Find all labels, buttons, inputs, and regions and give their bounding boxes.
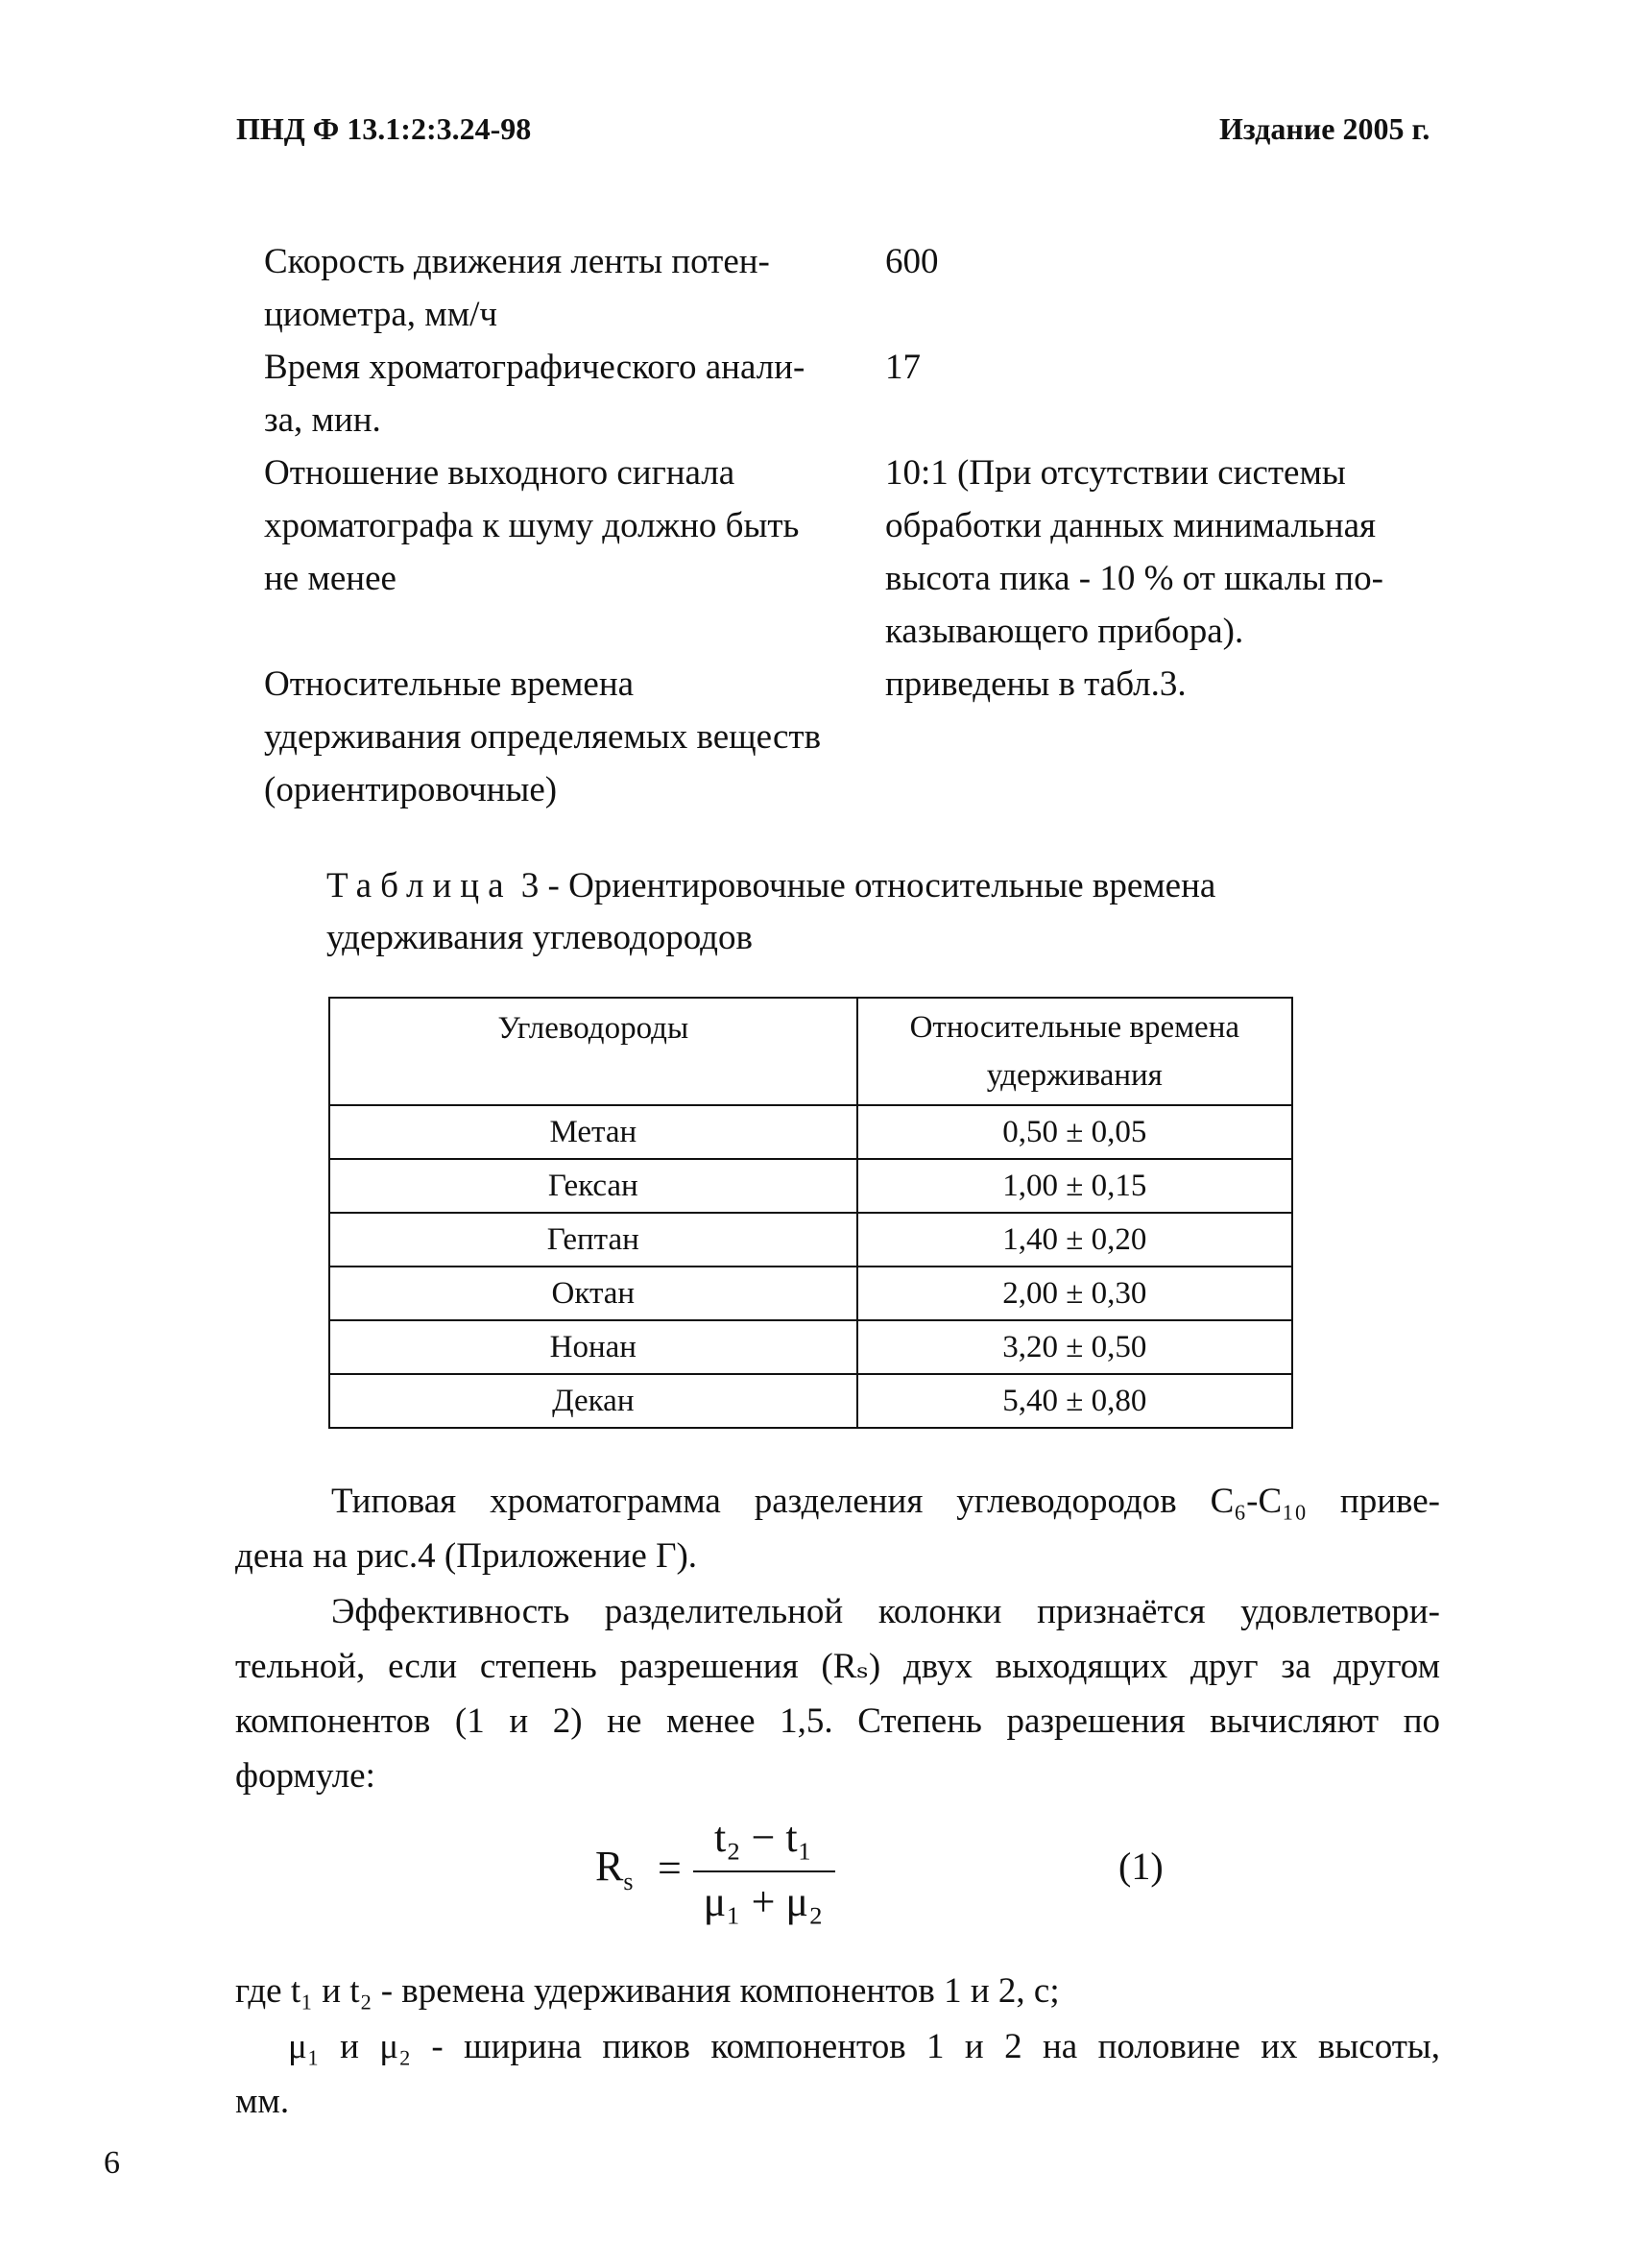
param-3-label: Отношение выходного сигнала хроматографа к шуму должно быть не менее: [264, 453, 800, 598]
table-row: [329, 1320, 1292, 1374]
column-header-retention: Относительные времена удерживания: [857, 998, 1292, 1105]
table-cell: 3,20 ± 0,50: [857, 1320, 1292, 1374]
table-cell: Нонан: [329, 1320, 857, 1374]
table-caption: Таблица 3 - Ориентировочные относительные времена удерживания углеводородов: [326, 866, 1216, 957]
column-header-hydrocarbons: Углеводороды: [329, 998, 857, 1105]
paragraph-efficiency: Эффективность разделительной колонки признаётся удовлетвори- тельной, если степень разрешения (Rₛ) двух выходящих друг за другом компонентов (1 и 2) не менее 1,5. Степень разрешения вычисляют по формуле:: [235, 1592, 1440, 1796]
where-line-1: где t₁ и t₂ - времена удерживания компонентов 1 и 2, с;: [235, 1971, 1060, 2011]
param-2-value: 17: [885, 348, 921, 387]
edition-label: Издание 2005 г.: [1219, 111, 1430, 146]
formula-denominator: μ₁ + μ₂: [703, 1878, 824, 1925]
table-row: [329, 1374, 1292, 1428]
formula-number: (1): [1118, 1845, 1164, 1888]
table-cell: Гептан: [329, 1213, 857, 1267]
param-2-label: Время хроматографического анали- за, мин.: [264, 348, 805, 440]
formula-lhs: $R_s$: [595, 1843, 634, 1895]
page-number: 6: [104, 2145, 120, 2181]
where-line-2: μ₁ и μ₂ - ширина пиков компонентов 1 и 2 на половине их высоты,: [288, 2027, 1440, 2066]
table-cell: 1,40 ± 0,20: [857, 1213, 1292, 1267]
param-3-value: 10:1 (При отсутствии системы обработки данных минимальная высота пика - 10 % от шкалы по- казывающего прибора).: [885, 453, 1383, 651]
paragraph-chromatogram: Типовая хроматограмма разделения углеводородов С₆-С₁₀ приве- дена на рис.4 (Приложение Г).: [235, 1482, 1440, 1576]
table-row: [329, 1267, 1292, 1320]
formula-numerator: t₂ − t₁: [714, 1814, 812, 1861]
retention-times-table: [328, 997, 1293, 1429]
table-caption-prefix: Таблица: [326, 866, 513, 905]
table-row: [329, 1159, 1292, 1213]
table-cell: 2,00 ± 0,30: [857, 1267, 1292, 1320]
document-code: ПНД Ф 13.1:2:3.24-98: [236, 111, 532, 146]
table-cell: 1,00 ± 0,15: [857, 1159, 1292, 1213]
table-cell: Декан: [329, 1374, 857, 1428]
param-1-value: 600: [885, 242, 939, 281]
table-row: [329, 1213, 1292, 1267]
table-cell: 0,50 ± 0,05: [857, 1105, 1292, 1159]
formula-equals: =: [658, 1845, 682, 1892]
table-cell: Гексан: [329, 1159, 857, 1213]
table-header-row: [329, 998, 1292, 1105]
param-4-value: приведены в табл.3.: [885, 664, 1187, 704]
param-1-label: Скорость движения ленты потен- циометра, мм/ч: [264, 242, 770, 334]
fraction-bar: [693, 1870, 835, 1872]
where-line-3: мм.: [235, 2082, 290, 2121]
table-cell: Метан: [329, 1105, 857, 1159]
table-row: [329, 1105, 1292, 1159]
table-cell: 5,40 ± 0,80: [857, 1374, 1292, 1428]
param-4-label: Относительные времена удерживания определяемых веществ (ориентировочные): [264, 664, 822, 809]
table-cell: Октан: [329, 1267, 857, 1320]
